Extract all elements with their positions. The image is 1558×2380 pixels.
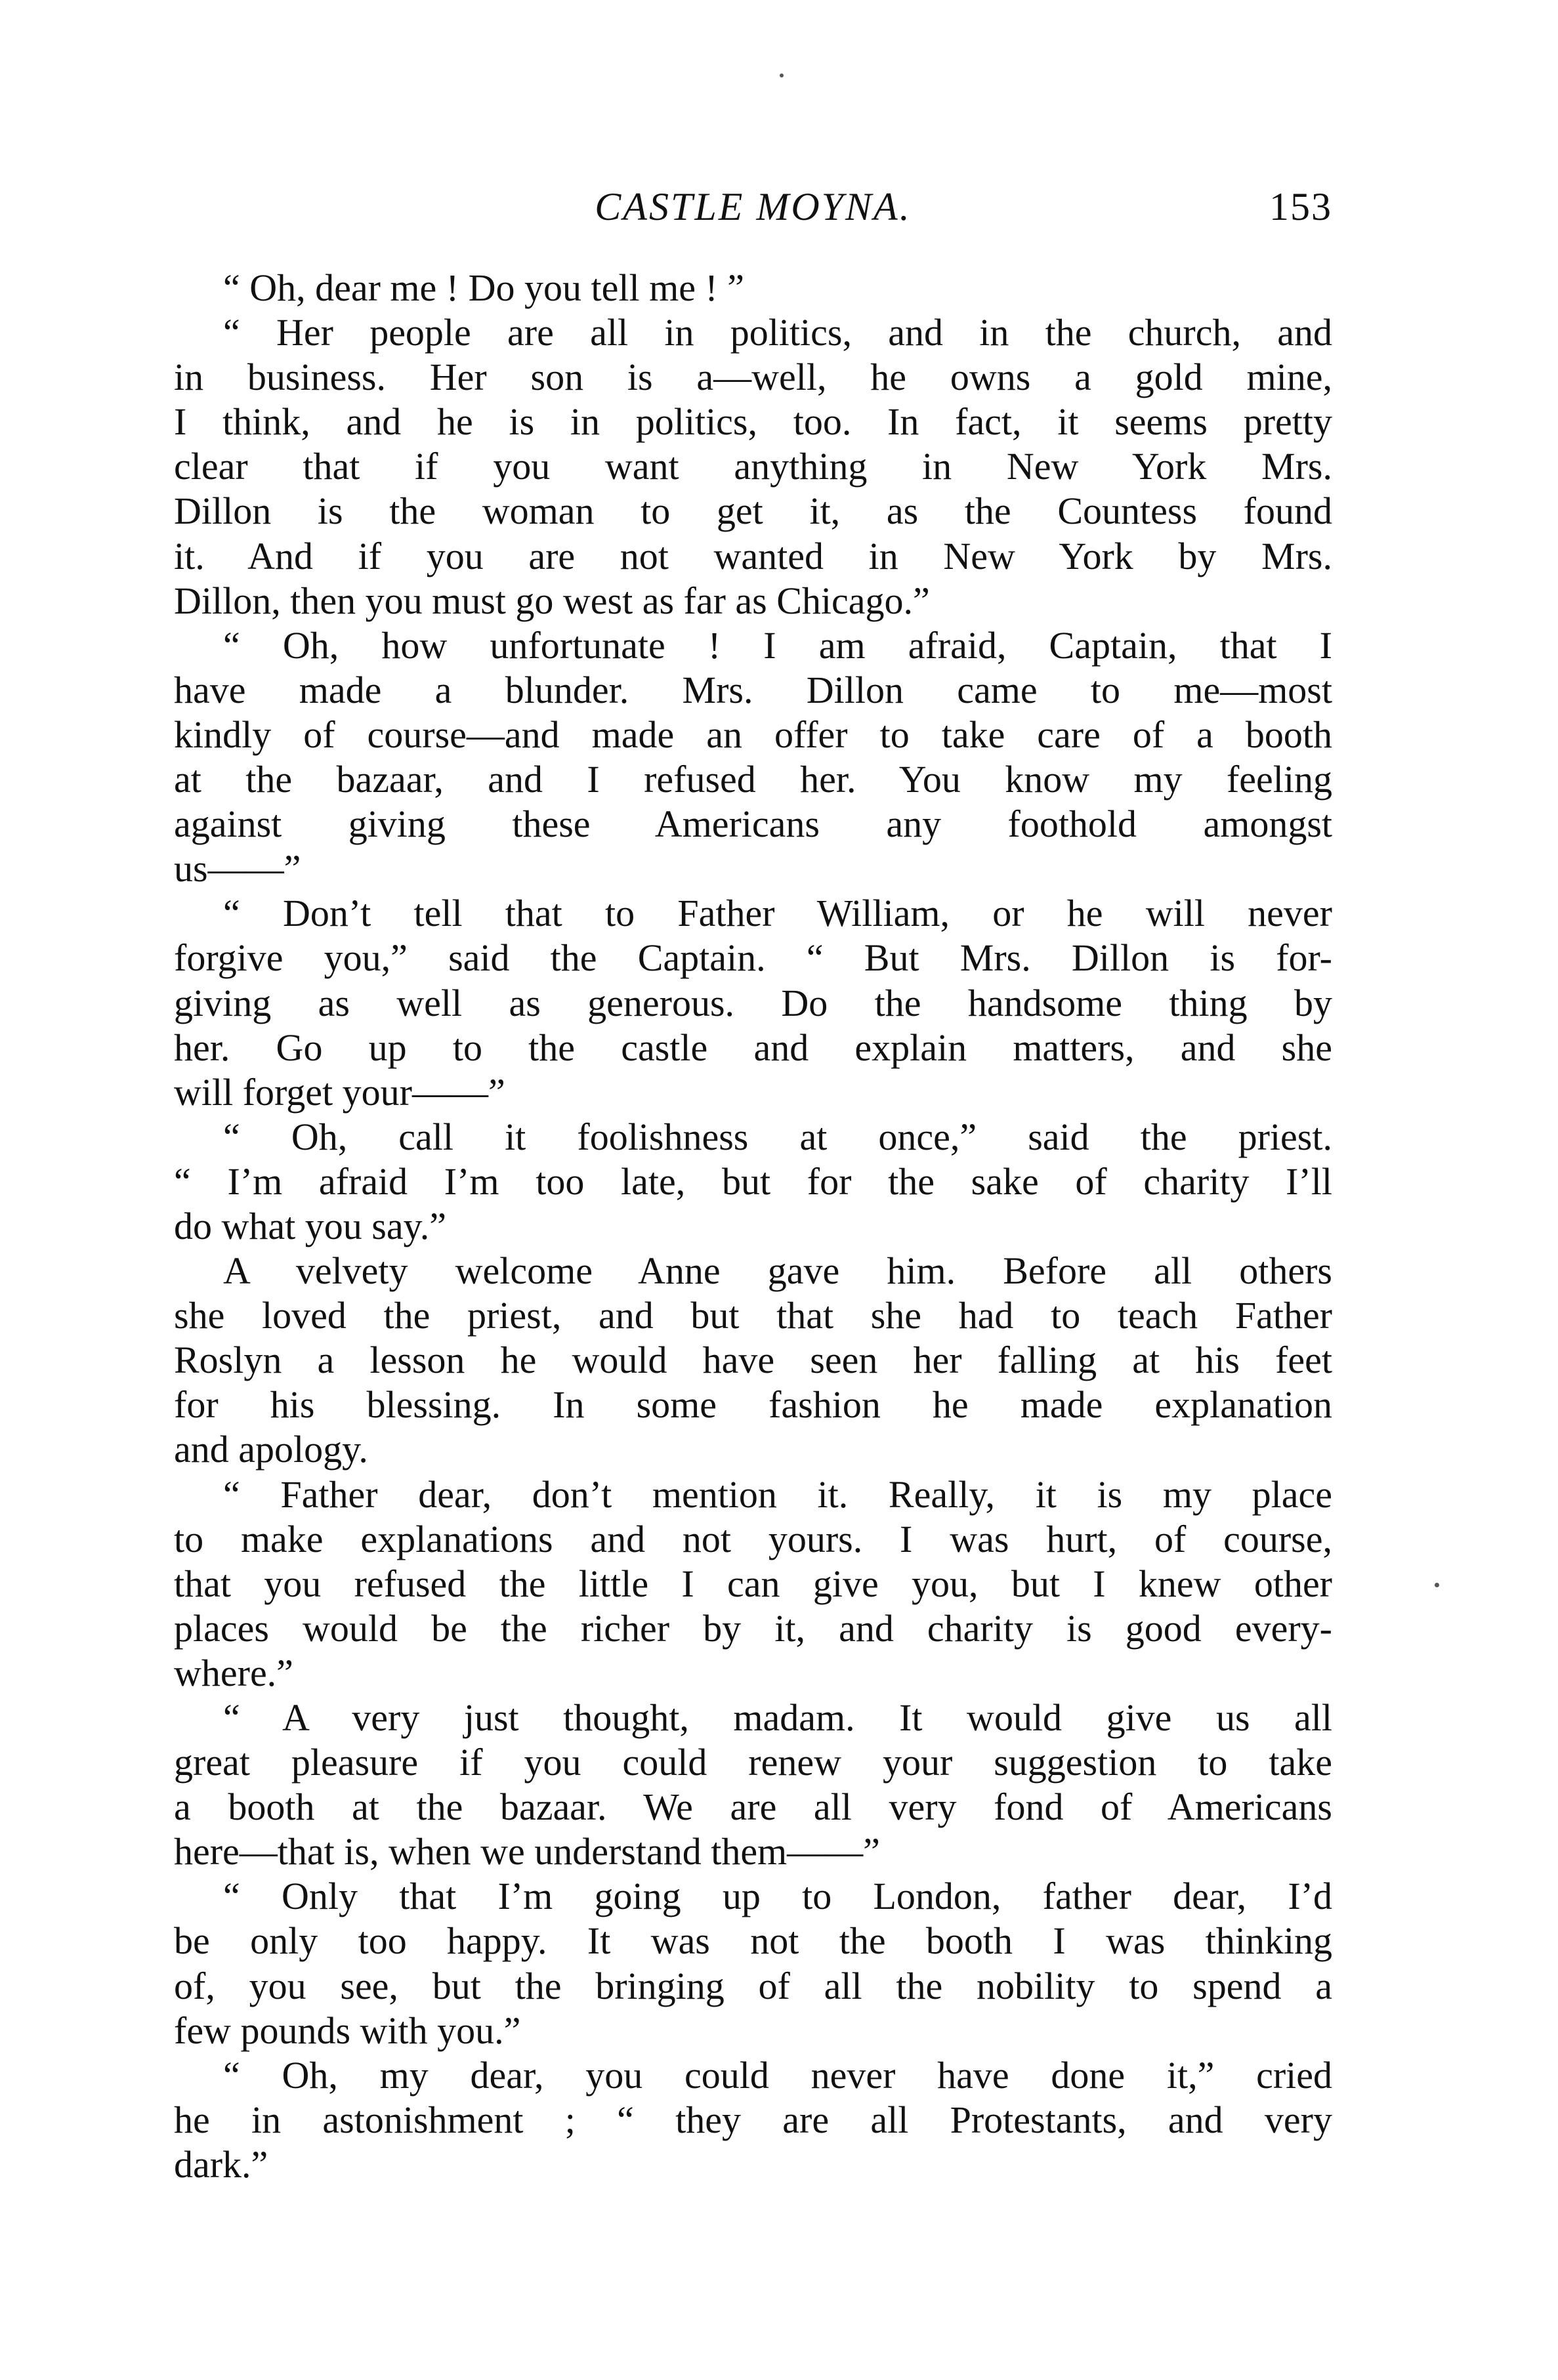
text-line: us——” [174, 847, 301, 890]
text-line: dark.” [174, 2142, 268, 2186]
text-line: and apology. [174, 1428, 368, 1471]
text-line: “ A very just thought, madam. It would give us all [223, 1696, 1332, 1739]
text-line: “ Oh, how unfortunate ! I am afraid, Captain, that I [223, 623, 1332, 667]
text-line: in business. Her son is a—well, he owns a gold mine, [174, 356, 1332, 399]
text-line: at the bazaar, and I refused her. You know my feeling [174, 758, 1332, 801]
text-line: I think, and he is in politics, too. In fact, it seems pretty [174, 400, 1332, 444]
text-line: for his blessing. In some fashion he made explanation [174, 1383, 1332, 1427]
text-line: Dillon, then you must go west as far as Chicago.” [174, 579, 930, 622]
text-line: giving as well as generous. Do the handsome thing by [174, 981, 1332, 1024]
text-line: “ Oh, my dear, you could never have done it,” cried [223, 2053, 1332, 2097]
text-line: be only too happy. It was not the booth I was thinking [174, 1919, 1332, 1963]
text-line: “ Father dear, don’t mention it. Really, it is my place [223, 1472, 1332, 1516]
text-line: “ Oh, dear me ! Do you tell me ! ” [223, 266, 744, 309]
text-line: where.” [174, 1651, 293, 1694]
text-line: “ Oh, call it foolishness at once,” said the priest. [223, 1115, 1332, 1158]
page-number: 153 [1269, 185, 1332, 228]
print-speck [780, 73, 784, 77]
text-line: “ Only that I’m going up to London, father dear, I’d [223, 1875, 1332, 1918]
text-line: a booth at the bazaar. We are all very fond of Americans [174, 1785, 1332, 1829]
text-line: to make explanations and not yours. I was hurt, of course, [174, 1517, 1332, 1560]
text-line: that you refused the little I can give you, but I knew other [174, 1562, 1332, 1605]
text-line: “ I’m afraid I’m too late, but for the sake of charity I’ll [174, 1159, 1332, 1203]
text-line: “ Don’t tell that to Father William, or he will never [223, 892, 1332, 935]
text-line: great pleasure if you could renew your suggestion to take [174, 1741, 1332, 1784]
text-line: “ Her people are all in politics, and in the church, and [223, 311, 1332, 354]
text-line: kindly of course—and made an offer to take care of a booth [174, 713, 1332, 756]
text-line: forgive you,” said the Captain. “ But Mrs. Dillon is for- [174, 936, 1332, 980]
text-line: she loved the priest, and but that she had to teach Father [174, 1294, 1332, 1337]
text-line: against giving these Americans any foothold amongst [174, 803, 1332, 846]
text-line: Roslyn a lesson he would have seen her falling at his feet [174, 1339, 1332, 1382]
text-line: Dillon is the woman to get it, as the Countess found [174, 490, 1332, 533]
text-line: here—that is, when we understand them——” [174, 1830, 880, 1873]
text-line: he in astonishment ; “ they are all Protestants, and very [174, 2098, 1332, 2141]
running-head [174, 177, 1332, 236]
text-line: A velvety welcome Anne gave him. Before all others [223, 1249, 1332, 1293]
text-line: it. And if you are not wanted in New York by Mrs. [174, 534, 1332, 577]
text-line: clear that if you want anything in New York Mrs. [174, 445, 1332, 488]
text-line: few pounds with you.” [174, 2009, 521, 2052]
print-speck [1435, 1583, 1439, 1587]
body-text [174, 266, 1332, 2187]
text-line: her. Go up to the castle and explain matters, and she [174, 1026, 1332, 1069]
text-line: do what you say.” [174, 1204, 447, 1247]
text-line: will forget your——” [174, 1070, 505, 1114]
text-line: places would be the richer by it, and charity is good every- [174, 1606, 1332, 1650]
text-line: have made a blunder. Mrs. Dillon came to me—most [174, 668, 1332, 711]
running-title: CASTLE MOYNA. [595, 185, 912, 228]
text-line: of, you see, but the bringing of all the nobility to spend a [174, 1964, 1332, 2007]
